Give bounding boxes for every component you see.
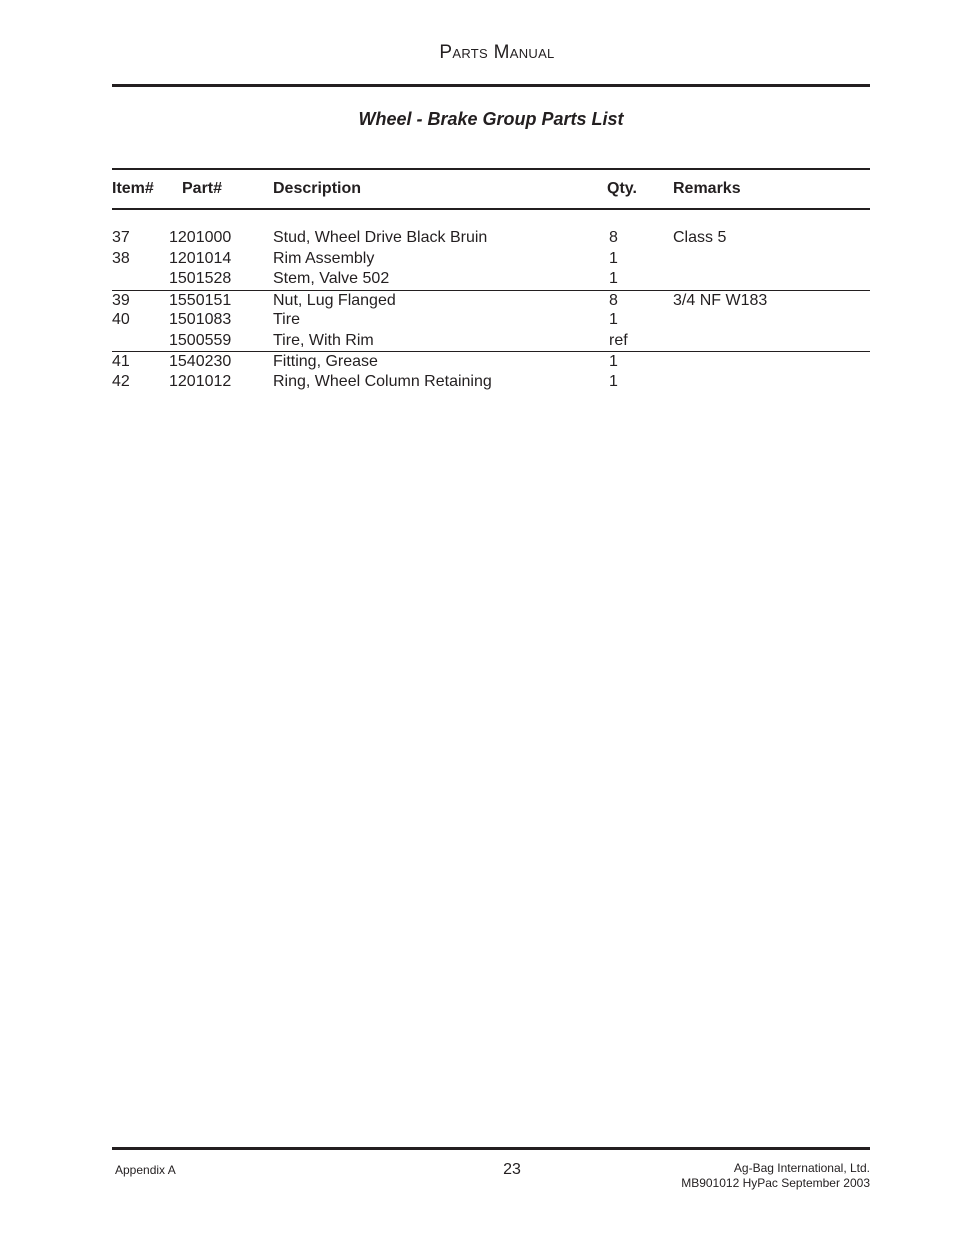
part-number: 1201000	[169, 229, 232, 246]
footer-publisher	[681, 1161, 870, 1191]
part-number: 1550151	[169, 291, 232, 309]
footer-doc-id: MB901012 HyPac September 2003	[681, 1176, 870, 1190]
footer-section-label: Appendix A	[115, 1163, 176, 1177]
item-number: 39	[112, 291, 130, 309]
item-number: 40	[112, 311, 130, 328]
column-header-part: Part#	[182, 180, 223, 197]
part-remarks: Class 5	[673, 229, 727, 246]
column-header-qty: Qty.	[607, 180, 637, 197]
table-row	[112, 310, 870, 331]
table-row	[112, 351, 870, 372]
part-qty: 1	[609, 249, 618, 267]
part-qty: 8	[609, 229, 618, 246]
part-description: Nut, Lug Flanged	[273, 291, 396, 309]
table-row	[112, 331, 870, 352]
part-qty: 8	[609, 291, 618, 309]
table-row	[112, 249, 870, 270]
part-number: 1540230	[169, 353, 232, 370]
column-header-remarks: Remarks	[673, 180, 741, 197]
part-number: 1201014	[169, 249, 232, 267]
item-number: 41	[112, 353, 130, 370]
part-qty: 1	[609, 311, 618, 328]
column-header-description: Description	[273, 180, 362, 197]
part-description: Stud, Wheel Drive Black Bruin	[273, 229, 488, 246]
part-number: 1201012	[169, 372, 232, 390]
header-rule	[112, 84, 870, 87]
part-remarks: 3/4 NF W183	[673, 291, 768, 309]
footer-company: Ag-Bag International, Ltd.	[733, 1161, 870, 1175]
table-row	[112, 269, 870, 290]
part-description: Rim Assembly	[273, 249, 375, 267]
column-header-item: Item#	[112, 180, 154, 197]
part-number: 1501528	[169, 270, 232, 287]
part-description: Tire	[273, 311, 300, 328]
part-description: Fitting, Grease	[273, 353, 378, 370]
page-number: 23	[503, 1161, 521, 1178]
footer-rule	[112, 1147, 870, 1150]
table-row	[112, 228, 870, 249]
item-number: 38	[112, 249, 130, 267]
part-description: Tire, With Rim	[273, 331, 374, 349]
table-header-rule	[112, 208, 870, 210]
part-number: 1500559	[169, 331, 232, 349]
part-description: Stem, Valve 502	[273, 270, 390, 287]
table-top-rule	[112, 168, 870, 170]
item-number: 37	[112, 229, 130, 246]
part-qty: 1	[609, 270, 618, 287]
part-description: Ring, Wheel Column Retaining	[273, 372, 492, 390]
part-qty: ref	[609, 331, 628, 349]
table-row	[112, 372, 870, 393]
part-qty: 1	[609, 353, 618, 370]
part-qty: 1	[609, 372, 618, 390]
part-number: 1501083	[169, 311, 232, 328]
table-row	[112, 290, 870, 311]
item-number: 42	[112, 372, 130, 390]
parts-list-title: Wheel - Brake Group Parts List	[358, 109, 624, 129]
page-header-title: Parts Manual	[439, 42, 555, 63]
parts-table-body	[112, 228, 870, 392]
